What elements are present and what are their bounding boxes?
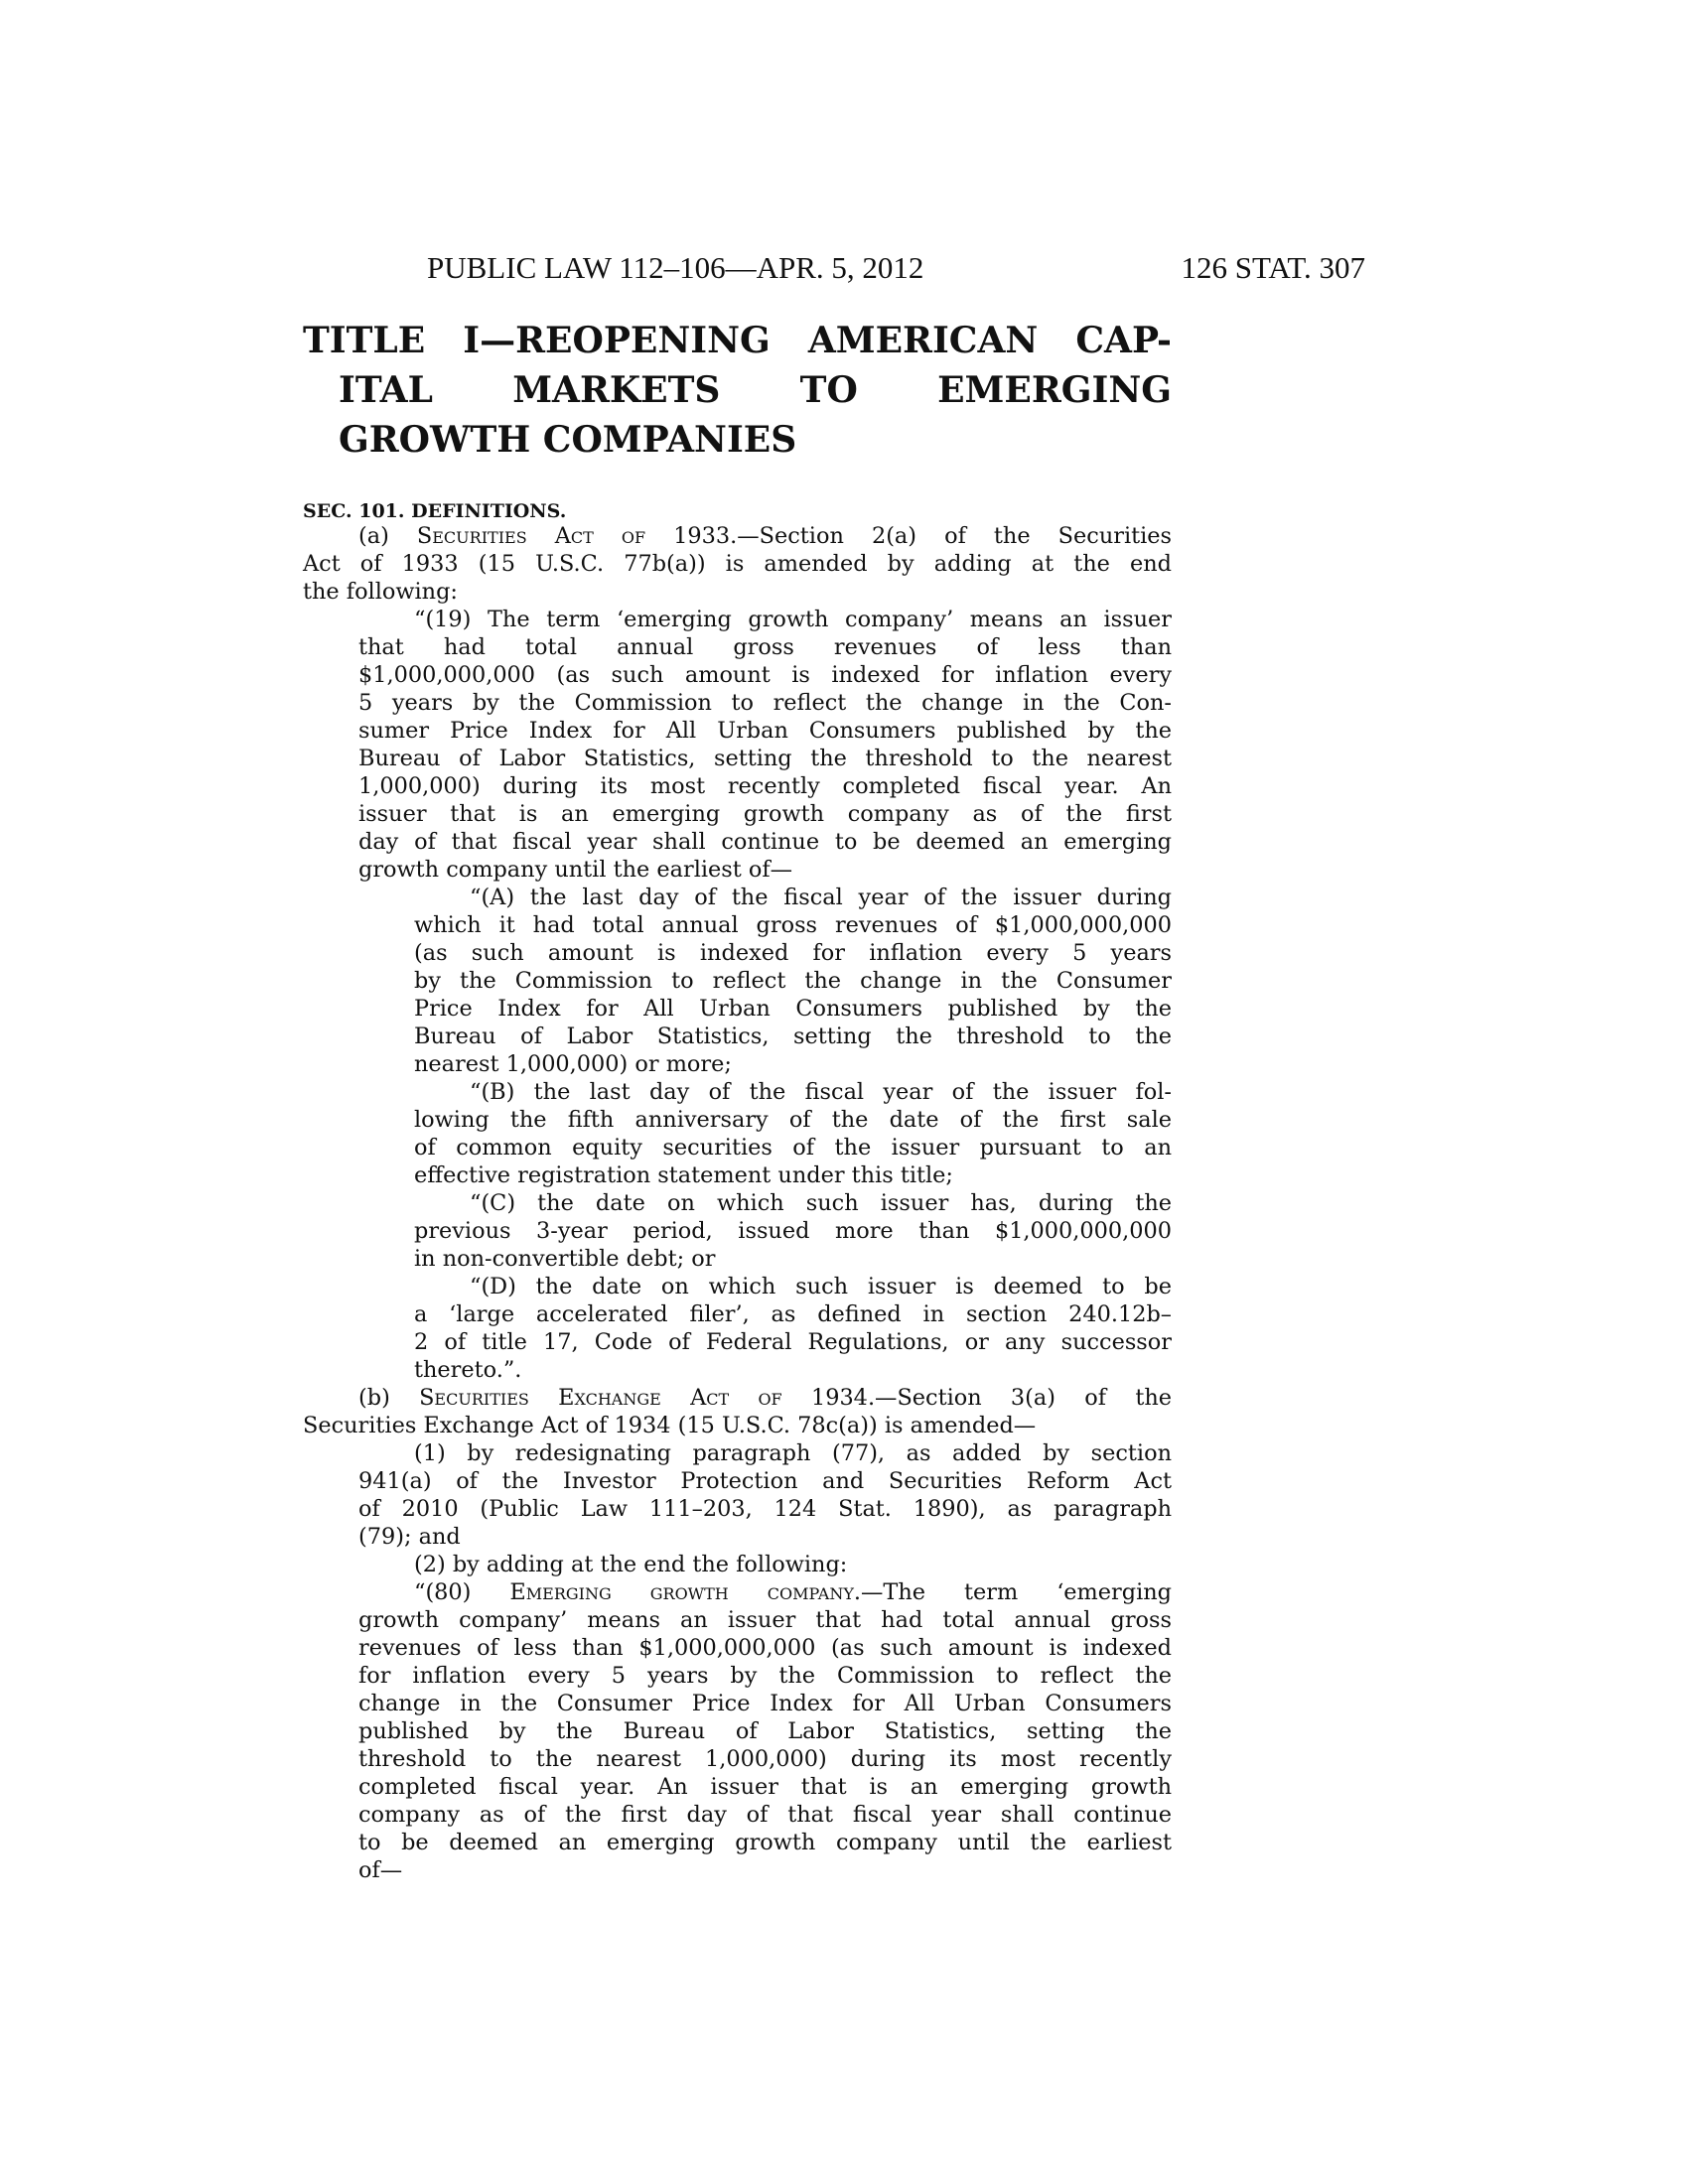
- text-fragment: .—Section 3(a) of the: [867, 1385, 1172, 1411]
- text-line: $1,000,000,000 (as such amount is indexed for inflation every: [358, 662, 1172, 688]
- text-line: “(19) The term ‘emerging growth company’ means an issuer: [414, 607, 1172, 632]
- text-line: completed fiscal year. An issuer that is an emerging growth: [358, 1774, 1172, 1800]
- text-line: 1,000,000) during its most recently completed fiscal year. An: [358, 773, 1172, 799]
- text-line: previous 3-year period, issued more than $1,000,000,000: [414, 1218, 1172, 1244]
- title-line: GROWTH COMPANIES: [339, 419, 797, 461]
- text-line: [303, 522, 1172, 550]
- text-fragment: .—The term ‘emerging: [853, 1579, 1172, 1605]
- section-body: [303, 522, 1172, 1884]
- text-line: sumer Price Index for All Urban Consumers published by the: [358, 718, 1172, 744]
- text-line: threshold to the nearest 1,000,000) during its most recently: [358, 1746, 1172, 1772]
- text-line: lowing the fifth anniversary of the date of the first sale: [414, 1107, 1172, 1133]
- text-line: a ‘large accelerated filer’, as defined in section 240.12b–: [414, 1301, 1172, 1327]
- text-line: in non-convertible debt; or: [414, 1246, 716, 1272]
- text-line: company as of the first day of that fiscal year shall continue: [358, 1802, 1172, 1828]
- section-heading: SEC. 101. DEFINITIONS.: [303, 500, 567, 522]
- text-line: 5 years by the Commission to reflect the change in the Con-: [358, 690, 1172, 716]
- text-line: Securities Exchange Act of 1934 (15 U.S.C. 78c(a)) is amended—: [303, 1413, 1037, 1438]
- text-line: of—: [358, 1857, 403, 1883]
- subsection-caption: Securities Exchange Act of 1934: [419, 1385, 868, 1411]
- subsection-label: (a): [358, 523, 417, 549]
- text-line: to be deemed an emerging growth company until the earliest: [358, 1830, 1172, 1855]
- text-line: the following:: [303, 579, 458, 605]
- text-fragment: .—Section 2(a) of the Securities: [730, 523, 1172, 549]
- text-line: Bureau of Labor Statistics, setting the threshold to the: [414, 1024, 1172, 1049]
- text-line: (as such amount is indexed for inflation every 5 years: [414, 940, 1172, 966]
- text-line: which it had total annual gross revenues of $1,000,000,000: [414, 912, 1172, 938]
- text-line: day of that fiscal year shall continue to be deemed an emerging: [358, 829, 1172, 855]
- text-line: thereto.”.: [414, 1357, 522, 1383]
- text-line: 941(a) of the Investor Protection and Securities Reform Act: [358, 1468, 1172, 1494]
- statute-page-number: 126 STAT. 307: [1181, 250, 1365, 285]
- text-line: “(C) the date on which such issuer has, during the: [470, 1190, 1172, 1216]
- text-line: 2 of title 17, Code of Federal Regulations, or any successor: [414, 1329, 1172, 1355]
- text-line: of 2010 (Public Law 111–203, 124 Stat. 1890), as paragraph: [358, 1496, 1172, 1522]
- text-line: effective registration statement under this title;: [414, 1162, 953, 1188]
- text-line: [303, 1384, 1172, 1412]
- subsection-label: (b): [358, 1385, 420, 1411]
- text-line: (79); and: [358, 1524, 461, 1550]
- text-line: change in the Consumer Price Index for All Urban Consumers: [358, 1691, 1172, 1716]
- text-line: nearest 1,000,000) or more;: [414, 1051, 732, 1077]
- text-line: by the Commission to reflect the change in the Consumer: [414, 968, 1172, 994]
- subsection-caption: Securities Act of 1933: [416, 523, 731, 549]
- text-line: “(D) the date on which such issuer is deemed to be: [470, 1274, 1172, 1299]
- text-line: “(B) the last day of the fiscal year of the issuer fol-: [470, 1079, 1172, 1105]
- paragraph-label: “(80): [414, 1579, 510, 1605]
- text-line: Act of 1933 (15 U.S.C. 77b(a)) is amended by adding at the end: [303, 551, 1172, 577]
- title-line: ITAL MARKETS TO EMERGING: [339, 369, 1172, 411]
- public-law-citation: PUBLIC LAW 112–106—APR. 5, 2012: [427, 250, 924, 285]
- title-line: TITLE I—REOPENING AMERICAN CAP-: [303, 320, 1172, 361]
- text-line: issuer that is an emerging growth company as of the first: [358, 801, 1172, 827]
- text-line: growth company’ means an issuer that had total annual gross: [358, 1607, 1172, 1633]
- running-head: [298, 248, 1365, 288]
- text-line: for inflation every 5 years by the Commission to reflect the: [358, 1663, 1172, 1689]
- paragraph-caption: Emerging growth company: [509, 1579, 854, 1605]
- text-line: (1) by redesignating paragraph (77), as added by section: [414, 1440, 1172, 1466]
- title-heading: [303, 316, 1172, 465]
- text-line: Bureau of Labor Statistics, setting the threshold to the nearest: [358, 746, 1172, 771]
- text-line: growth company until the earliest of—: [358, 857, 793, 883]
- text-line: “(A) the last day of the fiscal year of the issuer during: [470, 885, 1172, 910]
- text-line: Price Index for All Urban Consumers published by the: [414, 996, 1172, 1022]
- text-line: of common equity securities of the issuer pursuant to an: [414, 1135, 1172, 1160]
- text-line: revenues of less than $1,000,000,000 (as such amount is indexed: [358, 1635, 1172, 1661]
- text-line: that had total annual gross revenues of less than: [358, 634, 1172, 660]
- text-line: published by the Bureau of Labor Statistics, setting the: [358, 1718, 1172, 1744]
- text-line: (2) by adding at the end the following:: [414, 1552, 848, 1577]
- text-line: [303, 1578, 1172, 1606]
